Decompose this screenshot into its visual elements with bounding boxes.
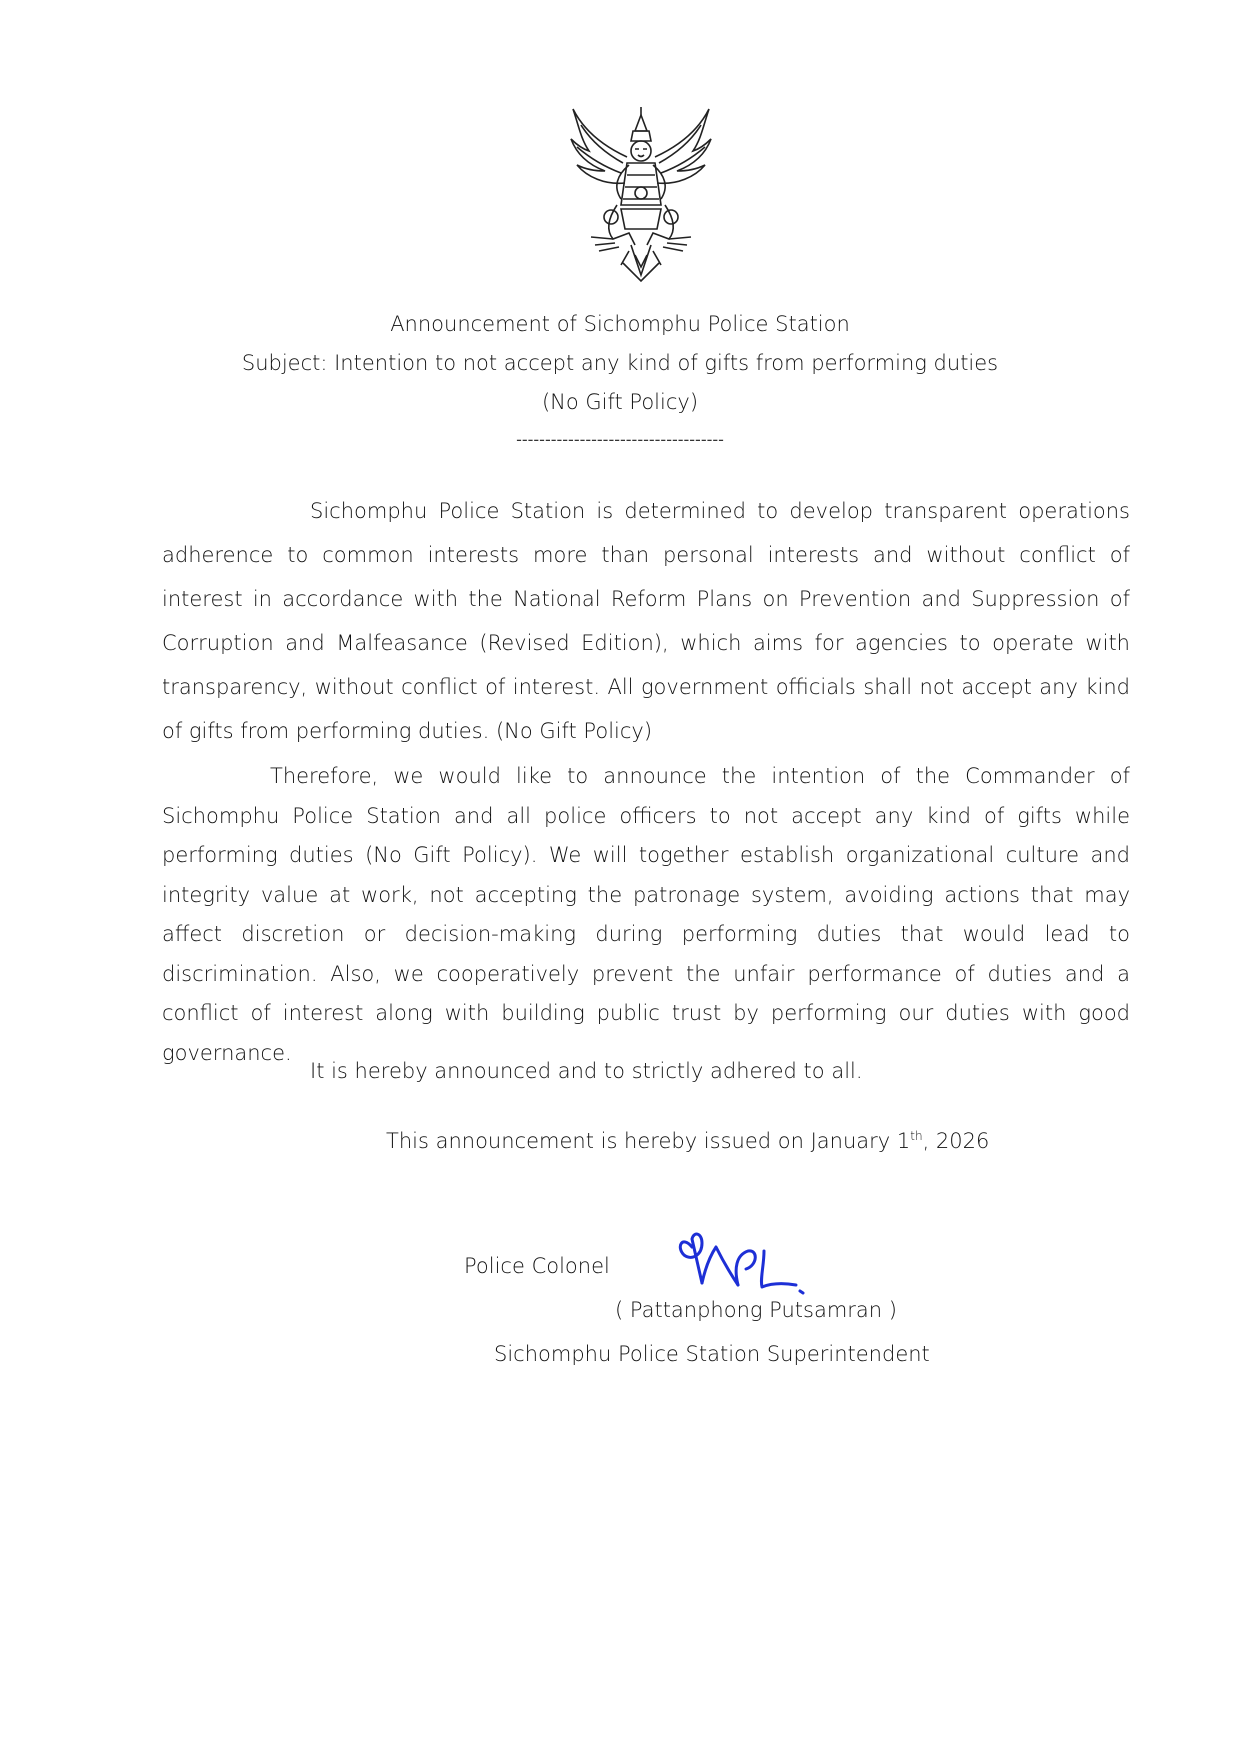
- ordinal-suffix: th: [910, 1129, 923, 1143]
- issue-date-text: This announcement is hereby issued on January 1: [386, 1129, 911, 1153]
- signatory-name: ( Pattanphong Putsamran ): [615, 1298, 897, 1322]
- closing-statement: It is hereby announced and to strictly adhered to all.: [310, 1059, 863, 1083]
- garuda-emblem-icon: [561, 105, 721, 283]
- handwritten-signature-icon: [672, 1225, 822, 1295]
- separator-line: ------------------------------------: [516, 430, 724, 449]
- issue-year: , 2026: [922, 1129, 990, 1153]
- policy-name: (No Gift Policy): [541, 390, 699, 414]
- body-paragraph-2: Therefore, we would like to announce the intention of the Commander of Sichomphu Police Station and all police officers to not accept any kind of gifts while performing duties (No Gift Policy). We will together establish organizational culture and integrity value at work, not accepting the patronage system, avoiding actions that may affect discretion or decision-making during performing duties that would lead to discrimination. Also, we cooperatively prevent the unfair performance of duties and a conflict of interest along with building public trust by performing our duties with good governance.: [162, 764, 1130, 1065]
- signatory-rank: Police Colonel: [464, 1254, 610, 1278]
- signatory-position: Sichomphu Police Station Superintendent: [494, 1342, 930, 1366]
- issue-date-line: [386, 1126, 989, 1156]
- announcement-title: Announcement of Sichomphu Police Station: [390, 312, 850, 336]
- announcement-subject: Subject: Intention to not accept any kind of gifts from performing duties: [241, 351, 999, 375]
- body-paragraph-1: Sichomphu Police Station is determined to develop transparent operations adherence to common interests more than personal interests and without conflict of interest in accordance with the National Reform Plans on Prevention and Suppression of Corruption and Malfeasance (Revised Edition), which aims for agencies to operate with transparency, without conflict of interest. All government officials shall not accept any kind of gifts from performing duties. (No Gift Policy): [162, 499, 1130, 743]
